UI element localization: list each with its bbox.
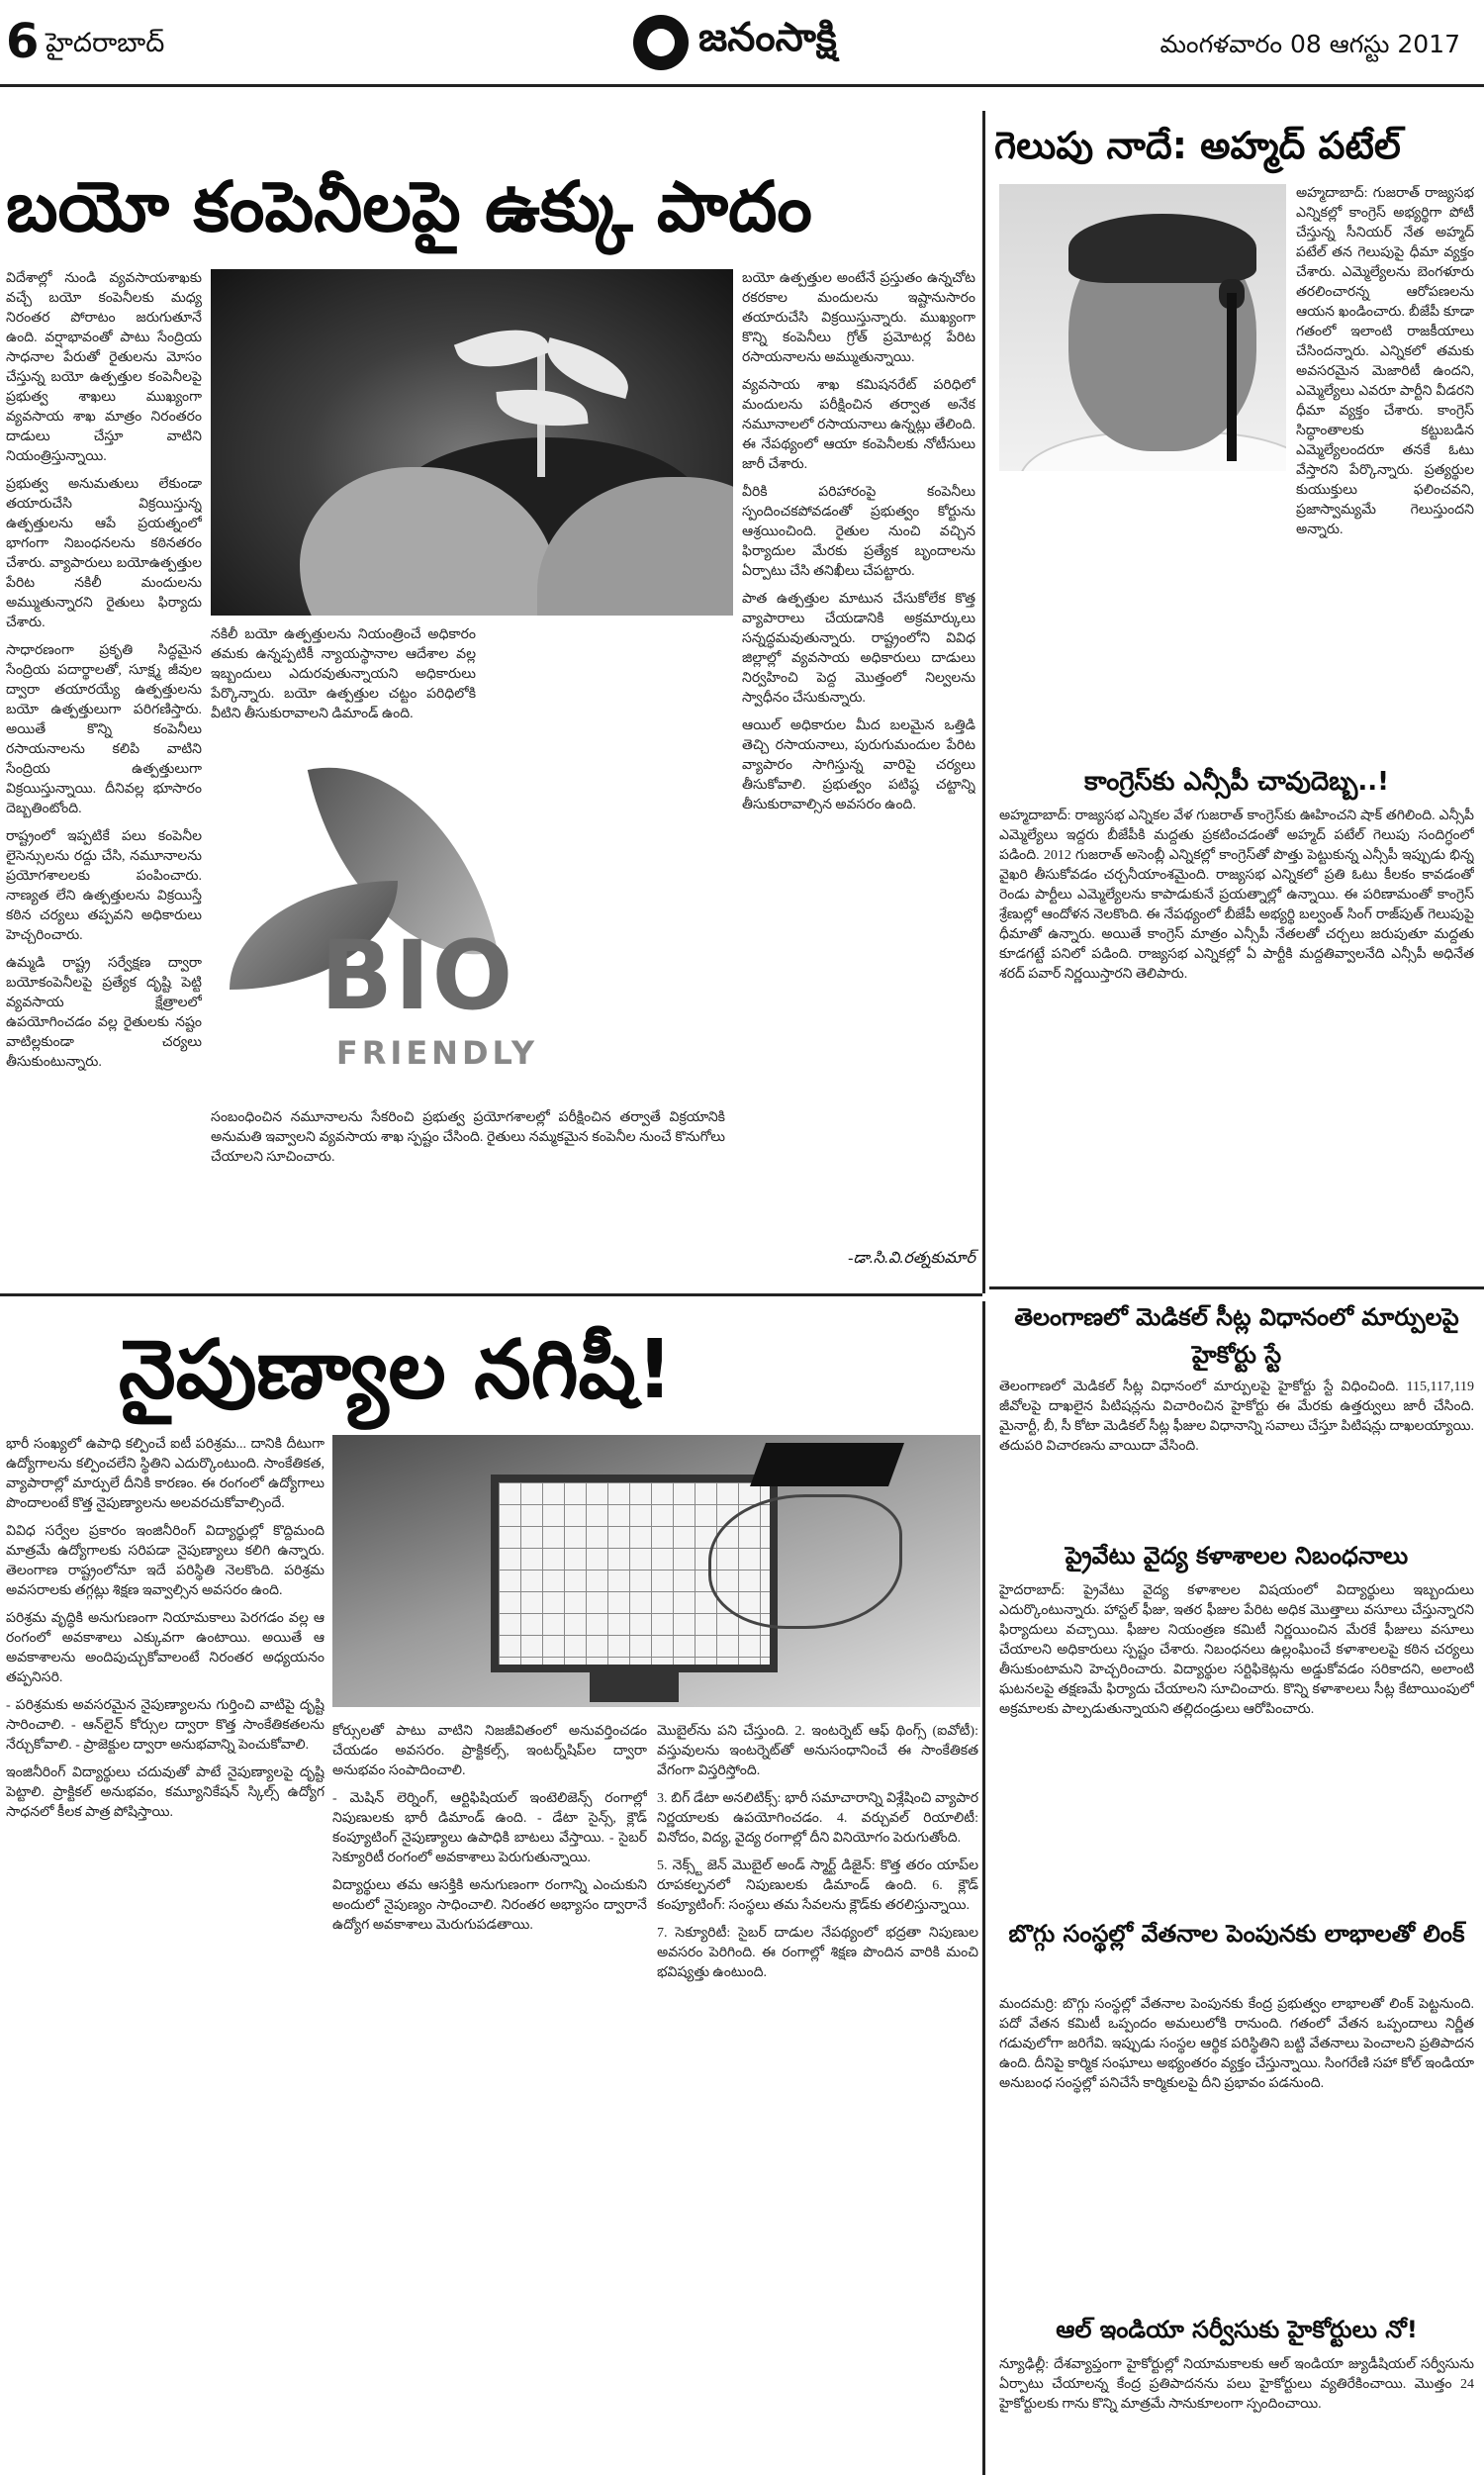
medical-body-text: తెలంగాణలో మెడికల్ సీట్ల విధానంలో మార్పులపై హైకోర్టు స్టే విధించింది. 115,117,119 జీవోలపై దాఖలైన పిటిషన్లను విచారించిన హైకోర్టు ఈ మేరకు ఉత్తర్వులు జారీ చేసింది. మైనార్టీ, బీ, సీ కోటా మెడికల్ సీట్ల ఫీజుల విధానాన్ని సవాలు చేస్తూ పిటిషన్లు దాఖలయ్యాయి. తదుపరి విచారణను వాయిదా వేసింది. xyxy=(999,1380,1474,1454)
skills-paragraph: మొబైల్‌ను పని చేస్తుంది. 2. ఇంటర్నెట్ ఆఫ్ థింగ్స్ (ఐవోటీ): వస్తువులను ఇంటర్నెట్‌తో అనుసంధానించే ఈ సాంకేతికత వేగంగా విస్తరిస్తోంది. xyxy=(657,1724,978,1778)
ncp-body-text: అహ్మదాబాద్: రాజ్యసభ ఎన్నికల వేళ గుజరాత్ కాంగ్రెస్‌కు ఊహించని షాక్ తగిలింది. ఎన్సీపీ ఎమ్మెల్యేలు ఇద్దరు బీజేపీకి మద్దతు ప్రకటించడంతో అహ్మద్ పటేల్ గెలుపు సందిగ్ధంలో పడింది. 2012 గుజరాత్ అసెంబ్లీ ఎన్నికల్లో కాంగ్రెస్‌తో పొత్తు పెట్టుకున్న ఎన్సీపీ ఇప్పుడు భిన్న వైఖరి తీసుకోవడం చర్చనీయాంశమైంది. రాజ్యసభ ఎన్నికలో ప్రతి ఓటు కీలకం కావడంతో రెండు పార్టీలు ఎమ్మెల్యేలను కాపాడుకునే ప్రయత్నాల్లో ఉన్నాయి. ఈ పరిణామంతో కాంగ్రెస్ శ్రేణుల్లో ఆందోళన నెలకొంది. ఈ నేపథ్యంలో బీజేపీ అభ్యర్థి బల్వంత్ సింగ్ రాజ్‌పుత్ గెలుపుపై ధీమాతో ఉన్నారు. అయితే కాంగ్రెస్ మాత్రం ఎన్సీపీ నేతలతో చర్చలు జరుపుతూ మద్దతు కూడగట్టే పనిలో పడింది. రాజ్యసభ ఎన్నికల్లో ఏ పార్టీకి మద్దతివ్వాలనేది ఎన్సీపీ అధినేత శరద్ పవార్ నిర్ణయిస్తారని తెలిపారు. xyxy=(999,809,1474,982)
bio-paragraph: వ్యవసాయ శాఖ కమిషనరేట్ పరిధిలో మందులను పరీక్షించిన తర్వాత అనేక నమూనాలలో రసాయనాలు ఉన్నట్లు తేలింది. ఈ నేపథ్యంలో ఆయా కంపెనీలకు నోటీసులు జారీ చేశారు. xyxy=(742,378,975,472)
skills-paragraph: పరిశ్రమ వృద్ధికి అనుగుణంగా నియామకాలు పెరగడం వల్ల ఆ రంగంలో అవకాశాలు ఎక్కువగా ఉంటాయి. అయితే ఆ అవకాశాలను అందిపుచ్చుకోవాలంటే నిరంతర అధ్యయనం తప్పనిసరి. xyxy=(6,1611,325,1685)
skills-paragraph: కోర్సులతో పాటు వాటిని నిజజీవితంలో అనువర్తించడం చేయడం అవసరం. ప్రాక్టికల్స్, ఇంటర్న్‌షిప్‌ల ద్వారా అనుభవం సంపాదించాలి. xyxy=(332,1724,647,1778)
coal-body-text: మందమర్రి: బొగ్గు సంస్థల్లో వేతనాల పెంపునకు కేంద్ర ప్రభుత్వం లాభాలతో లింక్ పెట్టనుంది. పదో వేతన కమిటీ ఒప్పందం అమలులోకి రానుంది. గతంలో వేతన ఒప్పందాలు నిర్ణీత గడువులోగా జరిగేవి. ఇప్పుడు సంస్థల ఆర్థిక పరిస్థితిని బట్టి వేతనాలు పెంచాలని ప్రతిపాదన ఉంది. దీనిపై కార్మిక సంఘాలు అభ్యంతరం వ్యక్తం చేస్తున్నాయి. సింగరేణి సహా కోల్ ఇండియా అనుబంధ సంస్థల్లో పనిచేసే కార్మికులపై దీని ప్రభావం పడనుంది. xyxy=(999,1997,1474,2091)
column-divider xyxy=(982,111,985,1293)
bio-paragraph: ప్రభుత్వ అనుమతులు లేకుండా తయారుచేసి విక్రయిస్తున్న ఉత్పత్తులను ఆపే ప్రయత్నంలో భాగంగా నిబంధనలను కఠినతరం చేశారు. వ్యాపారులు బయోఉత్పత్తుల పేరిట నకిలీ మందులను అమ్ముతున్నారని రైతులు ఫిర్యాదు చేశారు. xyxy=(6,477,202,630)
skills-paragraph: విద్యార్థులు తమ ఆసక్తికి అనుగుణంగా రంగాన్ని ఎంచుకుని అందులో నైపుణ్యం సాధించాలి. నిరంతర అభ్యాసం ద్వారానే ఉద్యోగ అవకాశాలు మెరుగుపడతాయి. xyxy=(332,1878,647,1933)
skills-col-1 xyxy=(6,1435,325,2469)
allindia-body xyxy=(999,2355,1474,2469)
private-headline: ప్రైవేటు వైద్య కళాశాలల నిబంధనాలు xyxy=(1065,1542,1409,1570)
bio-paragraph: పాత ఉత్పత్తుల మాటున చేసుకోలేక కొత్త వ్యాపారాలు చేయడానికి అక్రమార్కులు సన్నద్ధమవుతున్నారు. రాష్ట్రంలోని వివిధ జిల్లాల్లో వ్యవసాయ అధికారులు దాడులు నిర్వహించి పెద్ద మొత్తంలో నిల్వలను స్వాధీనం చేసుకున్నారు. xyxy=(742,592,975,706)
masthead xyxy=(0,0,1484,87)
allindia-headline: ఆల్ ఇండియా సర్వీసుకు హైకోర్టులు నో! xyxy=(1056,2316,1418,2343)
bio-col-1 xyxy=(6,269,202,1267)
private-body-text: హైదరాబాద్: ప్రైవేటు వైద్య కళాశాలల విషయంలో విద్యార్థులు ఇబ్బందులు ఎదుర్కొంటున్నారు. హాస్టల్ ఫీజు, ఇతర ఫీజుల పేరిట అధిక మొత్తాలు వసూలు చేస్తున్నారని ఫిర్యాదులు వచ్చాయి. ఫీజుల నియంత్రణ కమిటీ నిర్ణయించిన మేరకే ఫీజులు వసూలు చేయాలని అధికారులు స్పష్టం చేశారు. నిబంధనలు ఉల్లంఘించే కళాశాలలపై కఠిన చర్యలు తీసుకుంటామని హెచ్చరించారు. విద్యార్థుల సర్టిఫికెట్లను అడ్డుకోవడం సరికాదని, అలాంటి ఘటనలపై తక్షణమే ఫిర్యాదు చేయాలని సూచించారు. కొన్ని కళాశాలలు సీట్ల కేటాయింపులో అక్రమాలకు పాల్పడుతున్నాయని తల్లిదండ్రులు ఆరోపించారు. xyxy=(999,1583,1474,1717)
bio-paragraph: సాధారణంగా ప్రకృతి సిద్ధమైన సేంద్రియ పదార్థాలతో, సూక్ష్మ జీవుల ద్వారా తయారయ్యే ఉత్పత్తులను బయో ఉత్పత్తులుగా పరిగణిస్తారు. అయితే కొన్ని కంపెనీలు రసాయనాలను కలిపి వాటిని సేంద్రియ ఉత్పత్తులుగా విక్రయిస్తున్నాయి. దీనివల్ల భూసారం దెబ్బతింటోంది. xyxy=(6,643,202,816)
bio-paragraph: ఆయిల్ అధికారుల మీద బలమైన ఒత్తిడి తెచ్చి రసాయనాలు, పురుగుమందుల పేరిట వ్యాపారం సాగిస్తున్న వారిపై చర్యలు తీసుకోవాలి. ప్రభుత్వం పటిష్ఠ చట్టాన్ని తీసుకురావాల్సిన అవసరం ఉంది. xyxy=(742,718,975,812)
bio-paragraph: రాష్ట్రంలో ఇప్పటికే పలు కంపెనీల లైసెన్సులను రద్దు చేసి, నమూనాలను ప్రయోగశాలలకు పంపించారు. నాణ్యత లేని ఉత్పత్తులను విక్రయిస్తే కఠిన చర్యలు తప్పవని అధికారులు హెచ్చరించారు. xyxy=(6,829,202,943)
medical-headline: తెలంగాణలో మెడికల్ సీట్ల విధానంలో మార్పులపై హైకోర్టు స్టే xyxy=(1014,1303,1459,1369)
bio-byline: -డా.సి.వి.రత్నకుమార్ xyxy=(848,1250,975,1267)
hands-soil-photo xyxy=(211,269,733,616)
skills-col-3 xyxy=(657,1722,978,2469)
column-divider xyxy=(982,1301,985,2475)
bio-paragraph: విదేశాల్లో నుండి వ్యవసాయశాఖకు వచ్చే బయో కంపెనీలకు మధ్య నిరంతర పోరాటం జరుగుతూనే ఉంది. వర్షాభావంతో పాటు సేంద్రియ సాధనాల పేరుతో రైతులను మోసం చేస్తున్న బయో ఉత్పత్తుల కంపెనీలపై ప్రభుత్వ శాఖలు ముఖ్యంగా వ్యవసాయ శాఖ మాత్రం నిరంతరం దాడులు చేస్తూ వాటిని నియంత్రిస్తున్నాయి. xyxy=(6,271,202,464)
skills-paragraph: ఇంజినీరింగ్ విద్యార్థులు చదువుతో పాటే నైపుణ్యాలపై దృష్టి పెట్టాలి. ప్రాక్టికల్ అనుభవం, కమ్యూనికేషన్ స్కిల్స్ ఉద్యోగ సాధనలో కీలక పాత్ర పోషిస్తాయి. xyxy=(6,1765,325,1820)
skills-paragraph: 5. నెక్స్ట్ జెన్ మొబైల్ అండ్ స్మార్ట్ డిజైన్: కొత్త తరం యాప్‌ల రూపకల్పనలో నిపుణులకు డిమాండ్ ఉంది. 6. క్లౌడ్ కంప్యూటింగ్: సంస్థలు తమ సేవలను క్లౌడ్‌కు తరలిస్తున్నాయి. xyxy=(657,1858,978,1913)
bio-paragraph: బయో ఉత్పత్తుల అంటేనే ప్రస్తుతం ఉన్నచోట రకరకాల మందులను ఇష్టానుసారం తయారుచేసి విక్రయిస్తున్నారు. ముఖ్యంగా కొన్ని కంపెనీలు గ్రోత్ ప్రమోటర్ల పేరిట రసాయనాలను అమ్ముతున్నాయి. xyxy=(742,271,975,365)
brand-name: జనంసాక్షి xyxy=(698,15,837,60)
bio-logo-text: BIO xyxy=(320,920,515,1031)
ncp-body xyxy=(999,807,1474,1272)
brand-logo-icon xyxy=(633,15,689,70)
skills-headline: నైపుణ్యాల నగిషీ! xyxy=(119,1323,674,1417)
bio-friendly-logo xyxy=(230,752,605,1098)
patel-headline: గెలుపు నాదే: అహ్మద్ పటేల్ xyxy=(994,124,1401,167)
skills-paragraph: - మెషిన్ లెర్నింగ్, ఆర్టిఫిషియల్ ఇంటెలిజెన్స్ రంగాల్లో నిపుణులకు భారీ డిమాండ్ ఉంది. - డేటా సైన్స్, క్లౌడ్ కంప్యూటింగ్ నైపుణ్యాలు ఉపాధికి బాటలు వేస్తాయి. - సైబర్ సెక్యూరిటీ రంగంలో అవకాశాలు పెరుగుతున్నాయి. xyxy=(332,1791,647,1865)
tech-photo xyxy=(332,1435,980,1707)
bio-col-2-top xyxy=(211,625,476,744)
skills-paragraph: 7. సెక్యూరిటీ: సైబర్ దాడుల నేపథ్యంలో భద్రతా నిపుణుల అవసరం పెరిగింది. ఈ రంగాల్లో శిక్షణ పొందిన వారికి మంచి భవిష్యత్తు ఉంటుంది. xyxy=(657,1926,978,1980)
private-body xyxy=(999,1581,1474,1908)
bio-col-3 xyxy=(742,269,975,1237)
skills-paragraph: వివిధ సర్వేల ప్రకారం ఇంజినీరింగ్ విద్యార్థుల్లో కొద్దిమంది మాత్రమే ఉద్యోగాలకు సరిపడా నైపుణ్యాలు కలిగి ఉన్నారు. తెలంగాణ రాష్ట్రంలోనూ ఇదే పరిస్థితి నెలకొంది. పరిశ్రమ అవసరాలకు తగ్గట్లు శిక్షణ ఇవ్వాల్సిన అవసరం ఉంది. xyxy=(6,1524,325,1598)
skills-paragraph: 3. బిగ్ డేటా అనలిటిక్స్: భారీ సమాచారాన్ని విశ్లేషించి వ్యాపార నిర్ణయాలకు ఉపయోగించడం. 4. వర్చువల్ రియాలిటీ: వినోదం, విద్య, వైద్య రంగాల్లో దీని వినియోగం పెరుగుతోంది. xyxy=(657,1791,978,1846)
allindia-body-text: న్యూఢిల్లీ: దేశవ్యాప్తంగా హైకోర్టుల్లో నియామకాలకు ఆల్ ఇండియా జ్యుడీషియల్ సర్వీసును ఏర్పాటు చేయాలన్న కేంద్ర ప్రతిపాదనను పలు హైకోర్టులు వ్యతిరేకించాయి. మొత్తం 24 హైకోర్టులకు గాను కొన్ని మాత్రమే సానుకూలంగా స్పందించాయి. xyxy=(999,2357,1474,2412)
ncp-subheadline: కాంగ్రెస్‌కు ఎన్సీపీ చావుదెబ్బ..! xyxy=(1083,767,1390,797)
page-number: 6 xyxy=(6,14,40,69)
bio-paragraph: ఉమ్మడి రాష్ట్ర సర్వేక్షణ ద్వారా బయోకంపెనీలపై ప్రత్యేక దృష్టి పెట్టి వ్యవసాయ క్షేత్రాలలో ఉపయోగించడం వల్ల రైతులకు నష్టం వాటిల్లకుండా చర్యలు తీసుకుంటున్నారు. xyxy=(6,956,202,1070)
patel-intro-text: అహ్మదాబాద్: గుజరాత్ రాజ్యసభ ఎన్నికల్లో కాంగ్రెస్ అభ్యర్థిగా పోటీ చేస్తున్న సీనియర్ నేత అహ్మద్ పటేల్ తన గెలుపుపై ధీమా వ్యక్తం చేశారు. ఎమ్మెల్యేలను బెంగళూరు తరలించారన్న ఆరోపణలను ఆయన ఖండించారు. బీజేపీ కూడా గతంలో ఇలాంటి రాజకీయాలు చేసిందన్నారు. ఎన్నికలో తమకు అవసరమైన మెజారిటీ ఉందని, ఎమ్మెల్యేలు ఎవరూ పార్టీని వీడరని ధీమా వ్యక్తం చేశారు. కాంగ్రెస్ సిద్ధాంతాలకు కట్టుబడిన ఎమ్మెల్యేలందరూ తనకే ఓటు వేస్తారని పేర్కొన్నారు. ప్రత్యర్థుల కుయుక్తులు ఫలించవని, ప్రజాస్వామ్యమే గెలుస్తుందని అన్నారు. xyxy=(1296,186,1474,537)
bio-paragraph: నకిలీ బయో ఉత్పత్తులను నియంత్రించే అధికారం తమకు ఉన్నప్పటికీ న్యాయస్థానాల ఆదేశాల వల్ల ఇబ్బందులు ఎదురవుతున్నాయని అధికారులు పేర్కొన్నారు. బయో ఉత్పత్తుల చట్టం పరిధిలోకి వీటిని తీసుకురావాలని డిమాండ్ ఉంది. xyxy=(211,627,476,721)
skills-paragraph: భారీ సంఖ్యలో ఉపాధి కల్పించే ఐటీ పరిశ్రమ... దానికి దీటుగా ఉద్యోగాలను కల్పించలేని స్థితిని ఎదుర్కొంటుంది. సాంకేతికత, వ్యాపారాల్లో మార్పులే దీనికి కారణం. ఈ రంగంలో ఉద్యోగాలు పొందాలంటే కొత్త నైపుణ్యాలను అలవరచుకోవాల్సిందే. xyxy=(6,1437,325,1511)
coal-headline: బొగ్గు సంస్థల్లో వేతనాల పెంపునకు లాభాలతో లింక్ xyxy=(1008,1920,1465,1948)
bio-col-2-bottom xyxy=(211,1108,725,1267)
section-divider xyxy=(0,1293,982,1296)
bio-logo-sub: FRIENDLY xyxy=(335,1034,539,1072)
skills-col-2 xyxy=(332,1722,647,2469)
bio-paragraph: వీరికి పరిహారంపై కంపెనీలు స్పందించకపోవడంతో ప్రభుత్వం కోర్టును ఆశ్రయించింది. రైతుల నుంచి వచ్చిన ఫిర్యాదుల మేరకు ప్రత్యేక బృందాలను ఏర్పాటు చేసి తనిఖీలు చేపట్టారు. xyxy=(742,485,975,579)
brand xyxy=(633,14,837,71)
bio-headline: బయో కంపెనీలపై ఉక్కు పాదం xyxy=(6,166,812,247)
section-divider xyxy=(989,1286,1484,1289)
dateline: మంగళవారం 08 ఆగస్టు 2017 xyxy=(1159,30,1460,58)
coal-body xyxy=(999,1995,1474,2302)
patel-intro xyxy=(999,184,1474,748)
city-label: హైదరాబాద్ xyxy=(46,28,165,58)
skills-paragraph: - పరిశ్రమకు అవసరమైన నైపుణ్యాలను గుర్తించి వాటిపై దృష్టి సారించాలి. - ఆన్‌లైన్ కోర్సుల ద్వారా కొత్త సాంకేతికతలను నేర్చుకోవాలి. - ప్రాజెక్టుల ద్వారా అనుభవాన్ని పెంచుకోవాలి. xyxy=(6,1698,325,1753)
medical-body xyxy=(999,1378,1474,1526)
bio-paragraph: సంబంధించిన నమూనాలను సేకరించి ప్రభుత్వ ప్రయోగశాలల్లో పరీక్షించిన తర్వాతే విక్రయానికి అనుమతి ఇవ్వాలని వ్యవసాయ శాఖ స్పష్టం చేసింది. రైతులు నమ్మకమైన కంపెనీల నుంచే కొనుగోలు చేయాలని సూచించారు. xyxy=(211,1110,725,1165)
